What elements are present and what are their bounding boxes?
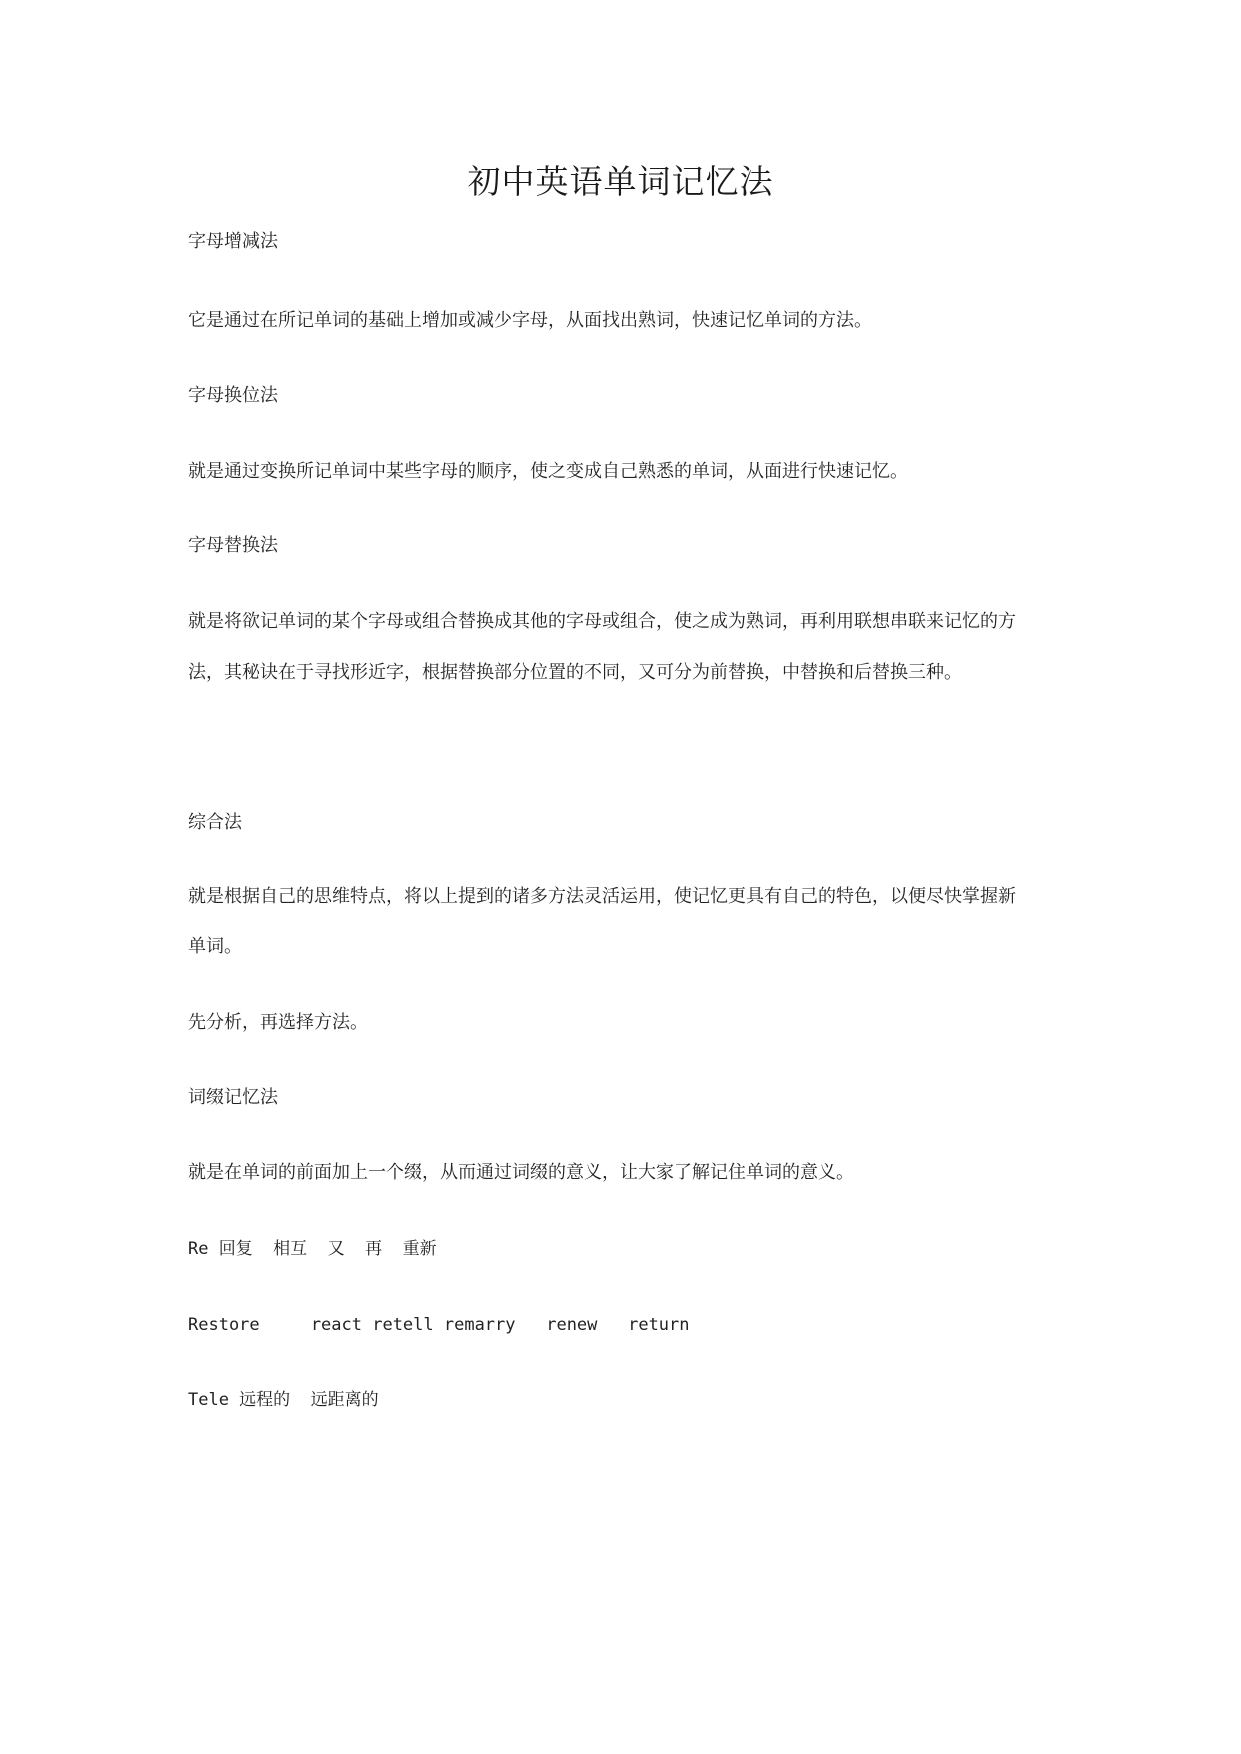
paragraph-analyze-first: 先分析，再选择方法。 (188, 1012, 368, 1033)
heading-letter-replace: 字母替换法 (188, 535, 278, 556)
prefix-re-meaning: Re 回复 相互 又 再 重新 (188, 1239, 437, 1259)
paragraph-letter-add-remove: 它是通过在所记单词的基础上增加或减少字母，从面找出熟词，快速记忆单词的方法。 (188, 310, 872, 331)
heading-comprehensive: 综合法 (188, 812, 242, 833)
heading-letter-transpose: 字母换位法 (188, 385, 278, 406)
paragraph-letter-replace-line-2: 法，其秘诀在于寻找形近字，根据替换部分位置的不同，又可分为前替换，中替换和后替换三种。 (188, 662, 962, 683)
prefix-re-examples: Restore react retell remarry renew return (188, 1315, 690, 1335)
paragraph-letter-replace-line-1: 就是将欲记单词的某个字母或组合替换成其他的字母或组合，使之成为熟词，再利用联想串联来记忆的方 (188, 611, 1016, 632)
heading-letter-add-remove: 字母增减法 (188, 231, 278, 252)
document-title: 初中英语单词记忆法 (467, 162, 774, 201)
paragraph-letter-transpose: 就是通过变换所记单词中某些字母的顺序，使之变成自己熟悉的单词，从面进行快速记忆。 (188, 461, 908, 482)
paragraph-comprehensive-line-2: 单词。 (188, 936, 242, 957)
prefix-tele-meaning: Tele 远程的 远距离的 (188, 1390, 379, 1410)
paragraph-affix-memory: 就是在单词的前面加上一个缀，从而通过词缀的意义，让大家了解记住单词的意义。 (188, 1162, 854, 1183)
paragraph-comprehensive-line-1: 就是根据自己的思维特点，将以上提到的诸多方法灵活运用，使记忆更具有自己的特色，以便尽快掌握新 (188, 886, 1016, 907)
heading-affix-memory: 词缀记忆法 (188, 1087, 278, 1108)
